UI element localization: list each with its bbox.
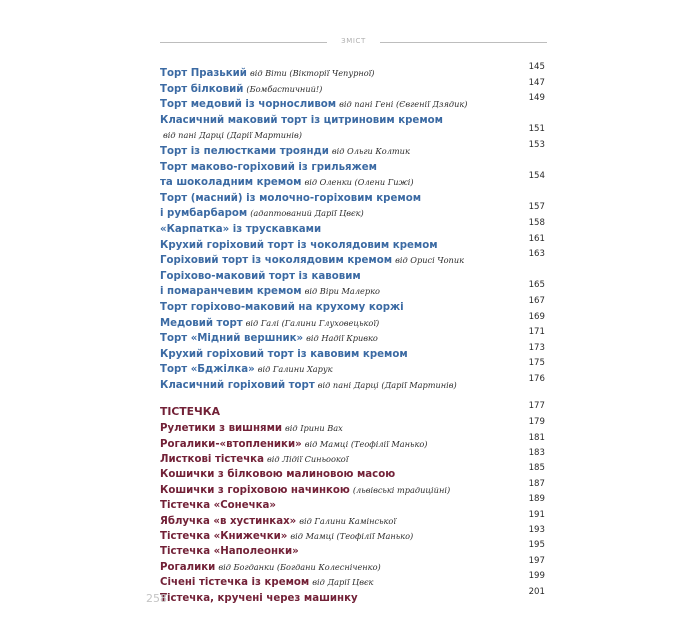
entry-page: 181	[528, 432, 545, 443]
entry-title: Тістечка «Сонечка»	[160, 500, 276, 512]
header-label: ЗМІСТ	[341, 37, 366, 45]
entry-title: Тістечка, кручені через машинку	[160, 592, 358, 604]
entry-author: (Бомбастичний!)	[246, 83, 323, 94]
toc-entry	[160, 373, 545, 391]
entry-title: «Карпатка» із трускавками	[160, 224, 322, 235]
entry-author: від Надії Кривко	[306, 333, 378, 344]
entry-author: (львівські традиційні)	[352, 484, 451, 495]
toc-entry	[160, 92, 545, 111]
entry-author: від Віти (Вікторії Чепурної)	[249, 68, 375, 78]
toc-entry	[160, 233, 545, 251]
entry-title: Торт «Бджілка»	[160, 364, 255, 376]
toc-entry	[160, 248, 545, 267]
entry-title: Торт (масний) із молочно-горіховим кремом	[160, 192, 422, 204]
entry-page: 187	[528, 478, 545, 489]
toc-entry	[160, 586, 545, 604]
entry-author: від Ірини Вах	[285, 423, 343, 434]
entry-title: Горіховий торт із чоколядовим кремом	[160, 255, 393, 267]
entry-page: 199	[528, 571, 545, 582]
entry-author: від Галини Харук	[257, 364, 333, 375]
entry-page: 191	[528, 509, 545, 520]
toc-entry	[160, 108, 545, 126]
toc-entry	[160, 357, 545, 376]
toc-entry	[160, 139, 545, 157]
entry-page: 165	[528, 280, 545, 291]
entry-title: Горіхово-маковий торт із кавовим	[160, 270, 361, 282]
entry-title: Листкові тістечка	[160, 454, 264, 465]
header-rule-right	[380, 42, 547, 43]
toc-entry	[160, 478, 545, 496]
toc-entry	[160, 311, 545, 329]
entry-author: (адаптований Дарії Цвєк)	[250, 208, 364, 219]
toc-entry	[160, 279, 545, 298]
entry-title: і помаранчевим кремом	[160, 286, 302, 298]
entry-title: Рулетики з вишнями	[160, 423, 283, 435]
entry-title: Кошички з білковою малиновою масою	[160, 469, 396, 481]
entry-title: Класичний горіховий торт	[160, 380, 315, 391]
entry-title: Медовий торт	[160, 317, 243, 329]
entry-author: від Ольги Колтик	[331, 146, 410, 156]
entry-page: 163	[528, 249, 545, 260]
toc-entry	[160, 186, 545, 204]
toc-entry	[160, 432, 545, 450]
entry-page: 154	[528, 171, 545, 182]
entry-page: 176	[528, 374, 545, 384]
entry-page: 183	[528, 448, 545, 458]
entry-page: 179	[528, 417, 545, 428]
toc-entry	[160, 416, 545, 435]
entry-page: 158	[528, 218, 545, 228]
entry-title: Крухий горіховий торт із кавовим кремом	[160, 348, 408, 360]
entry-author: від Оленки (Олени Гижі)	[304, 177, 414, 188]
entry-page: 145	[528, 62, 545, 72]
entry-page: 193	[528, 525, 545, 535]
entry-author: від Богданки (Богдани Колесніченко)	[218, 561, 381, 572]
toc-entry	[160, 61, 545, 79]
toc-entry	[160, 462, 545, 481]
toc-entry	[160, 77, 545, 95]
entry-author: від пані Дарці (Дарії Мартинів)	[317, 380, 457, 390]
entry-title: Торт Празький	[160, 68, 247, 79]
entry-title: Торт білковий	[160, 83, 244, 95]
toc-entry	[160, 155, 545, 173]
entry-title: Рогалики	[160, 561, 216, 573]
section-title: ТІСТЕЧКА	[160, 405, 220, 418]
entry-title: Торт із пелюстками троянди	[160, 146, 329, 157]
toc-entry	[160, 170, 545, 189]
toc-entry	[160, 509, 545, 527]
entry-title: Яблучка «в хустинках»	[160, 515, 297, 527]
toc-entry	[160, 295, 545, 313]
entry-page: 201	[528, 586, 545, 597]
entry-page: 161	[528, 233, 545, 244]
entry-page: 197	[528, 555, 545, 566]
section-page: 177	[528, 401, 545, 411]
entry-author: від Лідії Синьоокої	[266, 454, 349, 464]
entry-author: від Мамці (Теофілії Манько)	[304, 438, 428, 449]
entry-page: 185	[528, 463, 545, 474]
toc-entry	[160, 217, 545, 235]
entry-author: від пані Дарці (Дарії Мартинів)	[163, 130, 302, 141]
entry-page: 147	[528, 77, 545, 88]
toc-entry	[160, 539, 545, 558]
entry-title: Січені тістечка із кремом	[160, 577, 310, 589]
toc-entry	[160, 555, 545, 573]
entry-author: від Галі (Галини Глуховецької)	[245, 317, 380, 328]
header-rule-left	[160, 42, 327, 43]
entry-page: 175	[528, 358, 545, 369]
entry-title: Рогалики-«втопленики»	[160, 438, 302, 450]
toc-entry	[160, 326, 545, 345]
entry-title: Класичний маковий торт із цитриновим кремом	[160, 114, 443, 126]
entry-title: Торт горіхово-маковий на крухому коржі	[160, 302, 404, 313]
entry-title: Тістечка «Книжечки»	[160, 531, 288, 542]
entry-title: Торт «Мідний вершник»	[160, 333, 304, 345]
entry-page: 171	[528, 327, 545, 338]
entry-page: 173	[528, 342, 545, 353]
entry-page: 167	[528, 296, 545, 306]
entry-page: 153	[528, 140, 545, 150]
entry-author: від пані Гені (Євгенії Дзядик)	[339, 99, 468, 110]
entry-author: від Дарії Цвєк	[312, 577, 374, 588]
toc-entry	[160, 201, 545, 220]
entry-title: Торт медовий із чорносливом	[160, 99, 337, 111]
entry-title: Торт маково-горіховий із грильяжем	[160, 161, 377, 173]
entry-author: від Галини Камінської	[299, 515, 396, 526]
toc-entry	[160, 447, 545, 465]
entry-author: від Орисі Чопик	[395, 255, 464, 266]
entry-author: від Віри Малерко	[304, 286, 380, 297]
entry-title: Кошички з горіховою начинкою	[160, 484, 350, 496]
entry-page: 151	[528, 124, 545, 135]
toc-entry	[160, 342, 545, 360]
page-number: 258	[146, 592, 167, 605]
entry-page: 195	[528, 540, 545, 551]
entry-title: Тістечка «Наполеонки»	[160, 546, 299, 558]
toc-entry	[160, 570, 545, 589]
toc-entry	[160, 123, 545, 141]
section-heading	[160, 400, 545, 418]
entry-page: 157	[528, 202, 545, 213]
entry-title: та шоколадним кремом	[160, 177, 302, 189]
entry-author: від Мамці (Теофілії Манько)	[290, 531, 414, 541]
toc-entry	[160, 493, 545, 512]
running-header	[160, 37, 547, 47]
entry-title: і румбарбаром	[160, 208, 248, 220]
toc-entry	[160, 264, 545, 282]
entry-title: Крухий горіховий торт із чоколядовим кремом	[160, 239, 438, 251]
entry-page: 149	[528, 93, 545, 104]
entry-page: 169	[528, 311, 545, 322]
toc-entry	[160, 524, 545, 542]
entry-page: 189	[528, 494, 545, 505]
